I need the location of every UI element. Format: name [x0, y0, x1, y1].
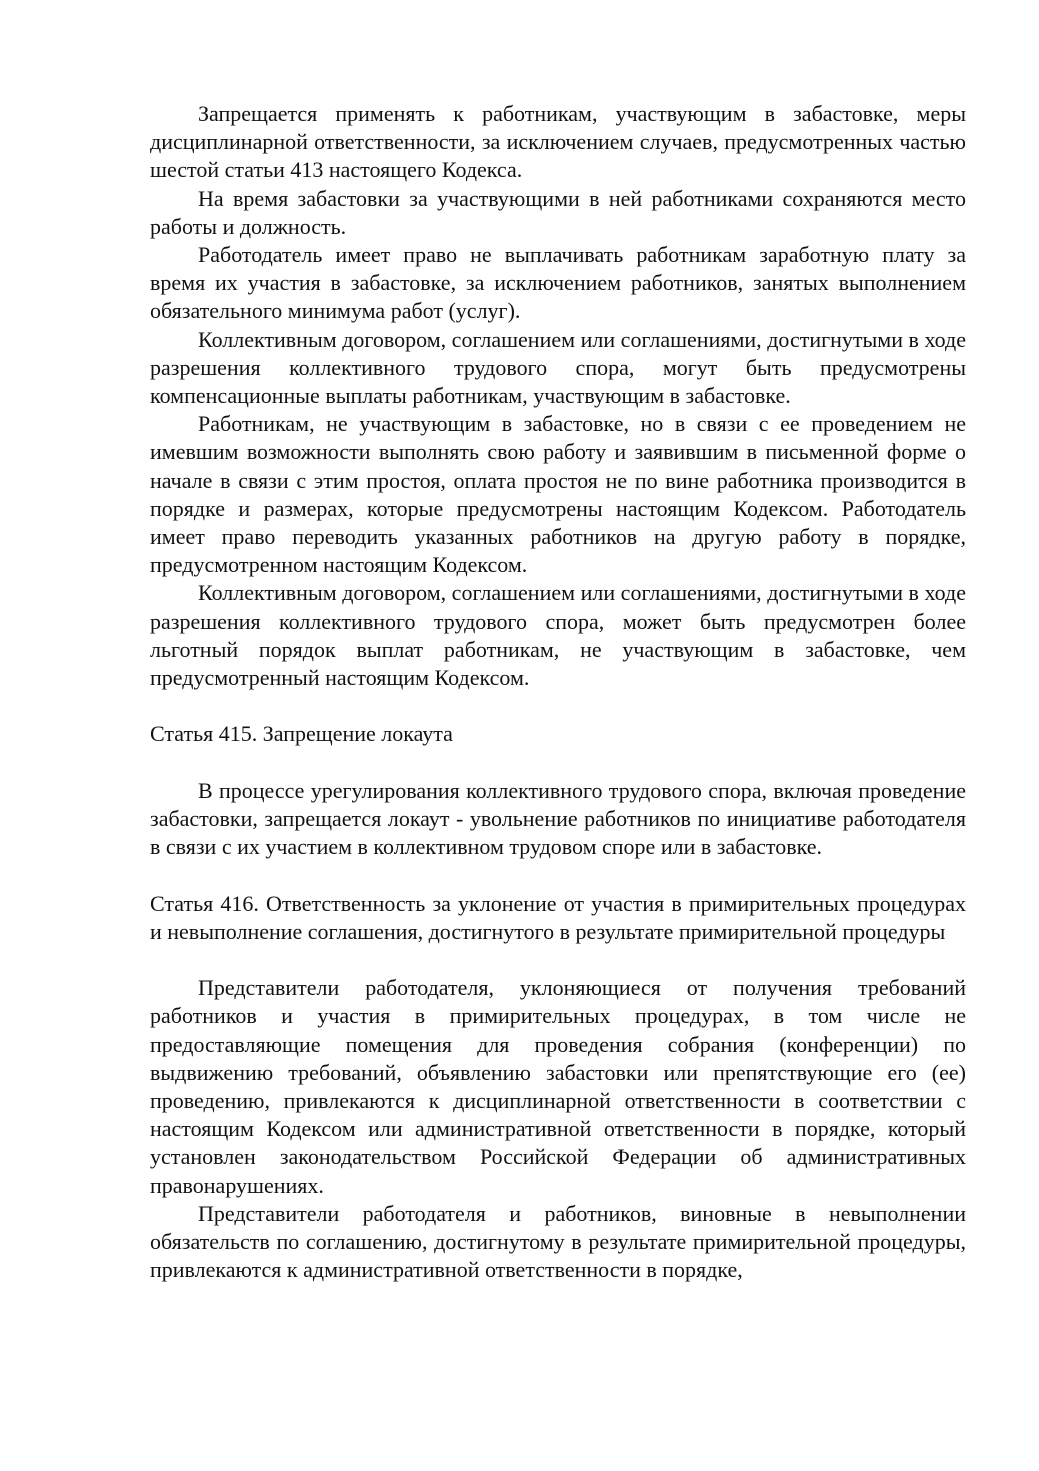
paragraph: В процессе урегулирования коллективного трудового спора, включая проведение забастовки, запрещается локаут - увольнение работников по инициативе работодателя в связи с их участием в коллективном трудовом споре или в забастовке.: [150, 777, 966, 860]
document-page: [150, 100, 966, 1284]
paragraph: Работодатель имеет право не выплачивать работникам заработную плату за время их участия в забастовке, за исключением работников, занятых выполнением обязательного минимума работ (услуг).: [150, 242, 966, 324]
paragraph: Коллективным договором, соглашением или соглашениями, достигнутыми в ходе разрешения коллективного трудового спора, может быть предусмотрен более льготный порядок выплат работникам, не участвующим в забастовке, чем предусмотренный настоящим Кодексом.: [150, 580, 966, 691]
spacer: [150, 861, 966, 889]
article-415-heading: Статья 415. Запрещение локаута: [150, 721, 453, 747]
paragraph: Коллективным договором, соглашением или соглашениями, достигнутыми в ходе разрешения коллективного трудового спора, могут быть предусмотрены компенсационные выплаты работникам, участвующим в забастовке.: [150, 326, 966, 409]
paragraph: Представители работодателя и работников, виновные в невыполнении обязательств по соглашению, достигнутому в результате примирительной процедуры, привлекаются к административной ответственности в порядке,: [150, 1200, 966, 1283]
spacer: [150, 946, 966, 974]
paragraph: Запрещается применять к работникам, участвующим в забастовке, меры дисциплинарной ответственности, за исключением случаев, предусмотренных частью шестой статьи 413 настоящего Кодекса.: [150, 101, 966, 183]
paragraph: Представители работодателя, уклоняющиеся от получения требований работников и участия в примирительных процедурах, в том числе не предоставляющие помещения для проведения собрания (конференции) по выдвижению требований, объявлению забастовки или препятствующие его (ее) проведению, привлекаются к дисциплинарной ответственности в соответствии с настоящим Кодексом или административной ответственности в порядке, который установлен законодательством Российской Федерации об административных правонарушениях.: [150, 975, 966, 1198]
article-416-heading: Статья 416. Ответственность за уклонение от участия в примирительных процедурах и невыполнение соглашения, достигнутого в результате примирительной процедуры: [150, 890, 966, 944]
spacer: [150, 749, 966, 777]
paragraph: Работникам, не участвующим в забастовке, но в связи с ее проведением не имевшим возможности выполнять свою работу и заявившим в письменной форме о начале в связи с этим простоя, оплата простоя не по вине работника производится в порядке и размерах, которые предусмотрены настоящим Кодексом. Работодатель имеет право переводить указанных работников на другую работу в порядке, предусмотренном настоящим Кодексом.: [150, 411, 966, 578]
spacer: [150, 692, 966, 720]
paragraph: На время забастовки за участвующими в ней работниками сохраняются место работы и должность.: [150, 185, 966, 239]
